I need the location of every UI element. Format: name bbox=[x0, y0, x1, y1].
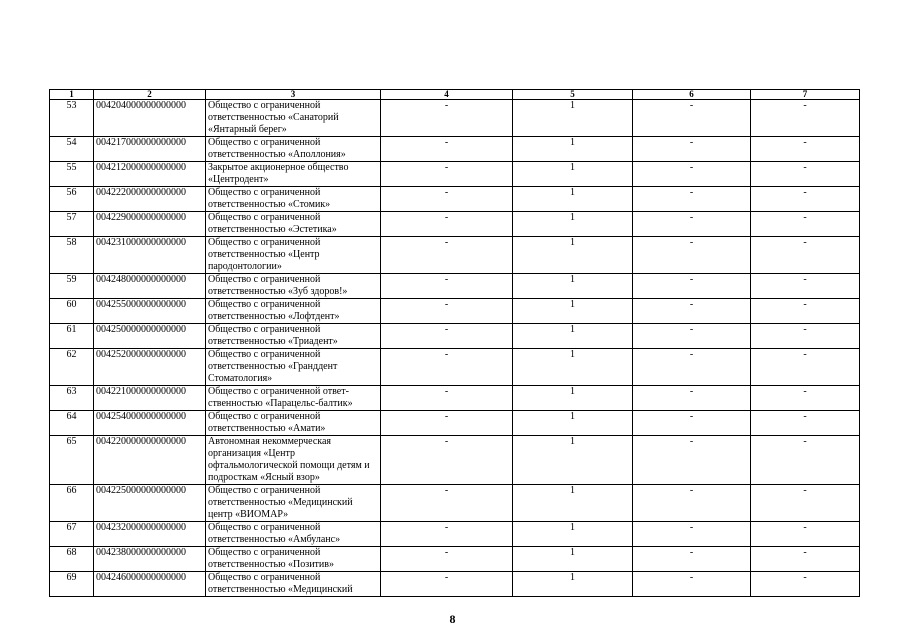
row-col-6: - bbox=[633, 237, 751, 274]
row-col-7: - bbox=[751, 349, 860, 386]
row-code: 004225000000000000 bbox=[94, 485, 206, 522]
row-col-7: - bbox=[751, 137, 860, 162]
row-code: 004204000000000000 bbox=[94, 100, 206, 137]
row-col-5: 1 bbox=[513, 485, 633, 522]
row-organization-name: Общество с ограниченной ответственностью «Центр пародонтологии» bbox=[206, 237, 381, 274]
row-number: 65 bbox=[50, 436, 94, 485]
row-code: 004217000000000000 bbox=[94, 137, 206, 162]
row-organization-name: Общество с ограниченной ответственностью «Аполлония» bbox=[206, 137, 381, 162]
row-number: 56 bbox=[50, 187, 94, 212]
row-col-4: - bbox=[381, 436, 513, 485]
table-row bbox=[50, 411, 860, 436]
row-code: 004246000000000000 bbox=[94, 572, 206, 597]
table-row bbox=[50, 572, 860, 597]
row-col-4: - bbox=[381, 485, 513, 522]
row-number: 63 bbox=[50, 386, 94, 411]
row-organization-name: Общество с ограниченной ответственностью «Санаторий «Янтарный берег» bbox=[206, 100, 381, 137]
row-col-5: 1 bbox=[513, 274, 633, 299]
row-number: 58 bbox=[50, 237, 94, 274]
row-number: 68 bbox=[50, 547, 94, 572]
row-col-6: - bbox=[633, 100, 751, 137]
row-organization-name: Общество с ограниченной ответственностью «Гранддент Стоматология» bbox=[206, 349, 381, 386]
header-col-6: 6 bbox=[633, 90, 751, 100]
row-col-6: - bbox=[633, 299, 751, 324]
row-col-6: - bbox=[633, 436, 751, 485]
row-number: 60 bbox=[50, 299, 94, 324]
row-number: 66 bbox=[50, 485, 94, 522]
row-col-7: - bbox=[751, 324, 860, 349]
row-col-4: - bbox=[381, 547, 513, 572]
table-header bbox=[50, 90, 860, 100]
header-col-2: 2 bbox=[94, 90, 206, 100]
table-row bbox=[50, 100, 860, 137]
row-organization-name: Общество с ограниченной ответственностью «Эстетика» bbox=[206, 212, 381, 237]
row-col-5: 1 bbox=[513, 522, 633, 547]
row-col-5: 1 bbox=[513, 162, 633, 187]
row-code: 004255000000000000 bbox=[94, 299, 206, 324]
row-code: 004231000000000000 bbox=[94, 237, 206, 274]
row-col-4: - bbox=[381, 274, 513, 299]
row-col-5: 1 bbox=[513, 187, 633, 212]
row-number: 62 bbox=[50, 349, 94, 386]
row-col-7: - bbox=[751, 237, 860, 274]
row-col-7: - bbox=[751, 386, 860, 411]
table-row bbox=[50, 212, 860, 237]
row-col-4: - bbox=[381, 299, 513, 324]
row-col-7: - bbox=[751, 162, 860, 187]
row-code: 004220000000000000 bbox=[94, 436, 206, 485]
table-row bbox=[50, 349, 860, 386]
row-organization-name: Общество с ограниченной ответственностью «Лофтдент» bbox=[206, 299, 381, 324]
table-row bbox=[50, 237, 860, 274]
row-col-6: - bbox=[633, 212, 751, 237]
document-table bbox=[49, 89, 860, 597]
row-col-6: - bbox=[633, 274, 751, 299]
row-col-6: - bbox=[633, 187, 751, 212]
row-col-4: - bbox=[381, 324, 513, 349]
header-col-1: 1 bbox=[50, 90, 94, 100]
row-col-6: - bbox=[633, 162, 751, 187]
row-code: 004222000000000000 bbox=[94, 187, 206, 212]
table-row bbox=[50, 386, 860, 411]
table-body bbox=[50, 100, 860, 597]
row-col-4: - bbox=[381, 162, 513, 187]
row-col-4: - bbox=[381, 187, 513, 212]
row-number: 64 bbox=[50, 411, 94, 436]
row-code: 004238000000000000 bbox=[94, 547, 206, 572]
row-code: 004229000000000000 bbox=[94, 212, 206, 237]
row-code: 004212000000000000 bbox=[94, 162, 206, 187]
row-code: 004232000000000000 bbox=[94, 522, 206, 547]
table-row bbox=[50, 299, 860, 324]
row-col-5: 1 bbox=[513, 547, 633, 572]
row-organization-name: Автономная некоммерческая организация «Центр офтальмологической помощи детям и подросткам «Ясный взор» bbox=[206, 436, 381, 485]
row-code: 004252000000000000 bbox=[94, 349, 206, 386]
header-col-4: 4 bbox=[381, 90, 513, 100]
row-col-6: - bbox=[633, 522, 751, 547]
row-code: 004248000000000000 bbox=[94, 274, 206, 299]
table-row bbox=[50, 436, 860, 485]
row-number: 59 bbox=[50, 274, 94, 299]
row-col-5: 1 bbox=[513, 100, 633, 137]
row-number: 53 bbox=[50, 100, 94, 137]
row-number: 54 bbox=[50, 137, 94, 162]
header-col-3: 3 bbox=[206, 90, 381, 100]
row-col-6: - bbox=[633, 349, 751, 386]
table-row bbox=[50, 274, 860, 299]
row-col-7: - bbox=[751, 547, 860, 572]
row-organization-name: Закрытое акционерное общество «Центродент» bbox=[206, 162, 381, 187]
row-number: 67 bbox=[50, 522, 94, 547]
row-col-4: - bbox=[381, 572, 513, 597]
row-col-7: - bbox=[751, 436, 860, 485]
table-row bbox=[50, 547, 860, 572]
row-col-4: - bbox=[381, 137, 513, 162]
row-col-6: - bbox=[633, 324, 751, 349]
row-col-4: - bbox=[381, 100, 513, 137]
row-organization-name: Общество с ограниченной ответственностью «Медицинский bbox=[206, 572, 381, 597]
row-organization-name: Общество с ограниченной ответственностью «Зуб здоров!» bbox=[206, 274, 381, 299]
table-row bbox=[50, 137, 860, 162]
row-col-7: - bbox=[751, 100, 860, 137]
row-col-4: - bbox=[381, 237, 513, 274]
row-col-4: - bbox=[381, 212, 513, 237]
row-organization-name: Общество с ограниченной ответственностью «Стомик» bbox=[206, 187, 381, 212]
row-col-4: - bbox=[381, 386, 513, 411]
row-col-7: - bbox=[751, 187, 860, 212]
row-col-7: - bbox=[751, 212, 860, 237]
row-col-4: - bbox=[381, 349, 513, 386]
row-col-5: 1 bbox=[513, 137, 633, 162]
row-organization-name: Общество с ограниченной ответ-ственностью «Парацельс-балтик» bbox=[206, 386, 381, 411]
row-col-5: 1 bbox=[513, 386, 633, 411]
row-col-5: 1 bbox=[513, 237, 633, 274]
row-organization-name: Общество с ограниченной ответственностью «Позитив» bbox=[206, 547, 381, 572]
row-number: 61 bbox=[50, 324, 94, 349]
header-col-7: 7 bbox=[751, 90, 860, 100]
row-organization-name: Общество с ограниченной ответственностью «Медицинский центр «ВИОМАР» bbox=[206, 485, 381, 522]
table-row bbox=[50, 522, 860, 547]
row-col-5: 1 bbox=[513, 572, 633, 597]
row-col-6: - bbox=[633, 572, 751, 597]
row-code: 004250000000000000 bbox=[94, 324, 206, 349]
header-col-5: 5 bbox=[513, 90, 633, 100]
row-col-5: 1 bbox=[513, 212, 633, 237]
row-col-6: - bbox=[633, 547, 751, 572]
row-number: 55 bbox=[50, 162, 94, 187]
row-col-7: - bbox=[751, 522, 860, 547]
row-col-5: 1 bbox=[513, 349, 633, 386]
row-col-5: 1 bbox=[513, 299, 633, 324]
row-col-7: - bbox=[751, 572, 860, 597]
row-col-7: - bbox=[751, 274, 860, 299]
row-col-5: 1 bbox=[513, 436, 633, 485]
header-row bbox=[50, 90, 860, 100]
row-col-7: - bbox=[751, 485, 860, 522]
row-number: 57 bbox=[50, 212, 94, 237]
row-organization-name: Общество с ограниченной ответственностью «Амати» bbox=[206, 411, 381, 436]
row-organization-name: Общество с ограниченной ответственностью «Триадент» bbox=[206, 324, 381, 349]
row-col-6: - bbox=[633, 485, 751, 522]
row-col-7: - bbox=[751, 411, 860, 436]
row-col-6: - bbox=[633, 411, 751, 436]
row-number: 69 bbox=[50, 572, 94, 597]
row-code: 004254000000000000 bbox=[94, 411, 206, 436]
row-col-4: - bbox=[381, 522, 513, 547]
table-row bbox=[50, 324, 860, 349]
table-row bbox=[50, 187, 860, 212]
row-col-5: 1 bbox=[513, 411, 633, 436]
table-row bbox=[50, 485, 860, 522]
page-number: 8 bbox=[449, 612, 456, 626]
table-row bbox=[50, 162, 860, 187]
row-col-5: 1 bbox=[513, 324, 633, 349]
row-col-6: - bbox=[633, 386, 751, 411]
row-col-6: - bbox=[633, 137, 751, 162]
row-organization-name: Общество с ограниченной ответственностью «Амбуланс» bbox=[206, 522, 381, 547]
row-code: 004221000000000000 bbox=[94, 386, 206, 411]
row-col-7: - bbox=[751, 299, 860, 324]
row-col-4: - bbox=[381, 411, 513, 436]
